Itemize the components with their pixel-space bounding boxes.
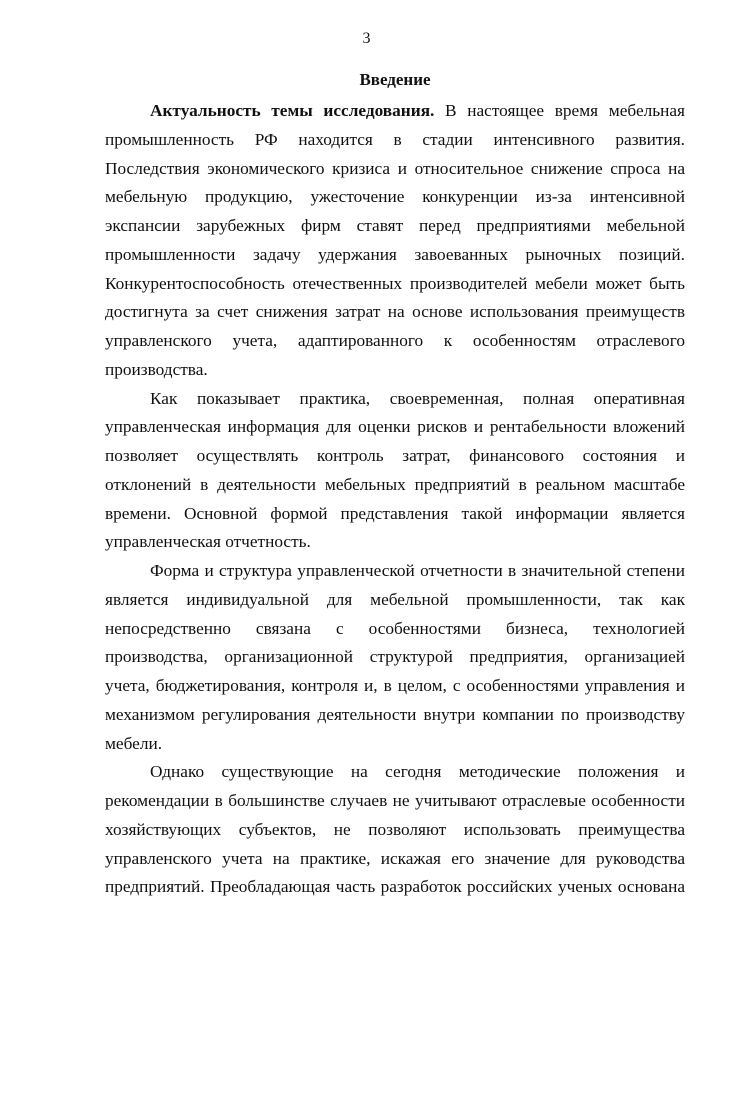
text-line [105,615,685,644]
paragraph [105,758,685,902]
text-line [105,270,685,299]
line-text: учета, бюджетирования, контроля и, в целом, с особенностями управления и [105,676,685,695]
text-line [105,586,685,615]
text-line [105,327,685,356]
line-text: времени. Основной формой представления такой информации является [105,503,685,523]
line-text: В настоящее время мебельная [434,101,685,120]
line-text: мебели. [105,733,163,753]
section-heading: Введение [359,70,431,89]
text-line [105,442,685,471]
line-text: управленского учета, адаптированного к особенностям отраслевого [105,331,685,350]
text-line [105,758,685,787]
paragraph [105,97,685,385]
text-line [105,126,685,155]
line-text: является индивидуальной для мебельной промышленности, так как [105,589,685,609]
text-line [105,471,685,500]
line-text: предприятий. Преобладающая часть разработок российских ученых основана [105,877,685,897]
paragraph [105,557,685,758]
text-line [105,873,685,902]
text-line [105,212,685,241]
line-text: мебельную продукцию, ужесточение конкуренции из-за интенсивной [105,187,685,207]
text-line [105,643,685,672]
text-line [105,241,685,270]
text-line [105,730,685,759]
paragraph [105,385,685,558]
text-line [105,845,685,874]
line-text: управленческая отчетность. [105,532,311,552]
document-body [105,97,685,902]
line-text: промышленности задачу удержания завоеванных рыночных позиций. [105,244,685,264]
text-line [105,557,685,586]
line-text: управленского учета на практике, искажая его значение для руководства [105,848,685,868]
line-text: Форма и структура управленческой отчетности в значительной степени [150,561,685,580]
text-line [105,356,685,385]
text-line [105,672,685,701]
page-number: 3 [362,30,371,47]
text-line [105,155,685,184]
text-line [105,97,685,126]
line-text: позволяет осуществлять контроль затрат, финансового состояния и [105,446,685,465]
line-text: Конкурентоспособность отечественных производителей мебели может быть [105,273,685,293]
line-text: Последствия экономического кризиса и относительное снижение спроса на [105,158,685,178]
line-text: промышленность РФ находится в стадии интенсивного развития. [105,129,685,149]
text-line [105,183,685,212]
line-text: непосредственно связана с особенностями бизнеса, технологией [105,618,685,638]
line-text: экспансии зарубежных фирм ставят перед предприятиями мебельной [105,216,685,235]
text-line [105,413,685,442]
text-line [105,787,685,816]
text-line [105,528,685,557]
text-line [105,385,685,414]
text-line [105,298,685,327]
line-text: производства. [105,359,208,379]
line-text: Однако существующие на сегодня методические положения и [150,762,685,782]
text-line [105,701,685,730]
line-text: достигнута за счет снижения затрат на основе использования преимуществ [105,302,685,322]
lead-phrase: Актуальность темы исследования. [150,101,435,120]
text-line [105,500,685,529]
line-text: управленческая информация для оценки рисков и рентабельности вложений [105,417,685,437]
line-text: механизмом регулирования деятельности внутри компании по производству [105,704,685,724]
line-text: хозяйствующих субъектов, не позволяют использовать преимущества [105,819,685,839]
line-text: Как показывает практика, своевременная, полная оперативная [150,388,685,408]
line-text: отклонений в деятельности мебельных предприятий в реальном масштабе [105,474,685,494]
line-text: производства, организационной структурой предприятия, организацией [105,647,685,667]
text-line [105,816,685,845]
line-text: рекомендации в большинстве случаев не учитывают отраслевые особенности [105,791,685,810]
